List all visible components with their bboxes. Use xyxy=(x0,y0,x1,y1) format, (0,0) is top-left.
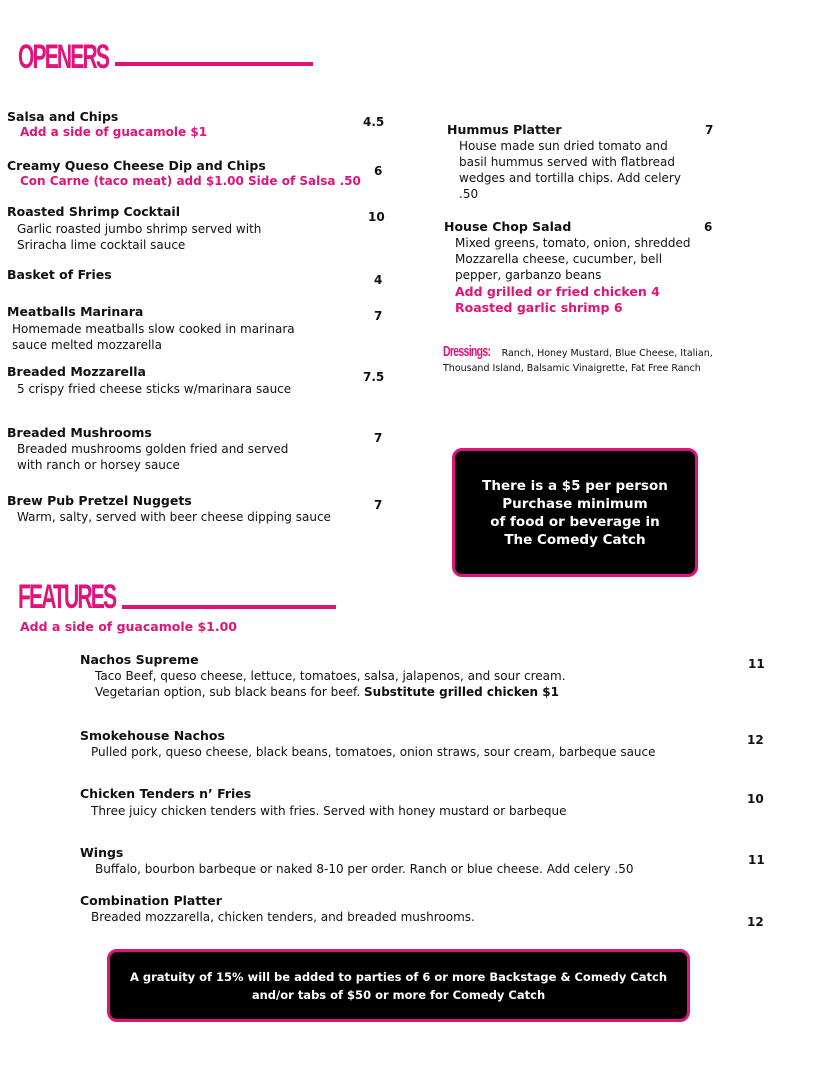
menu-item-description: Pulled pork, queso cheese, black beans, tomatoes, onion straws, sour cream, barbeque sauce xyxy=(91,745,656,759)
menu-item-name: Creamy Queso Cheese Dip and Chips xyxy=(7,158,266,173)
menu-item-price: 6 xyxy=(704,220,713,234)
gratuity-notice xyxy=(107,949,690,1022)
menu-item-description: 5 crispy fried cheese sticks w/marinara sauce xyxy=(17,382,292,396)
menu-item-addon: Roasted garlic shrimp 6 xyxy=(455,300,623,315)
menu-item-name: Meatballs Marinara xyxy=(7,304,144,319)
menu-item-name: Nachos Supreme xyxy=(80,652,199,667)
menu-item-price: 7.5 xyxy=(363,370,385,384)
menu-item-name: Salsa and Chips xyxy=(7,109,119,124)
menu-item-price: 7 xyxy=(374,498,383,512)
openers-title: OPENERS xyxy=(18,38,109,76)
menu-item-description xyxy=(95,668,615,700)
menu-item-name: Breaded Mushrooms xyxy=(7,425,152,440)
menu-item-description: Homemade meatballs slow cooked in marinara sauce melted mozzarella xyxy=(12,322,295,352)
minimum-purchase-notice xyxy=(452,448,698,577)
menu-item-description: Mixed greens, tomato, onion, shredded Mozzarella cheese, cucumber, bell pepper, garbanzo beans xyxy=(455,236,691,282)
menu-item-name: Chicken Tenders n’ Fries xyxy=(80,786,252,801)
menu-item-name: Wings xyxy=(80,845,124,860)
openers-rule xyxy=(115,62,313,66)
features-rule xyxy=(122,605,336,609)
menu-item-description: Buffalo, bourbon barbeque or naked 8-10 per order. Ranch or blue cheese. Add celery .50 xyxy=(95,862,634,876)
menu-item-addon: Add a side of guacamole $1 xyxy=(20,125,208,139)
menu-item-price: 4 xyxy=(374,273,383,287)
menu-item-description: Breaded mushrooms golden fried and served with ranch or horsey sauce xyxy=(17,442,289,472)
menu-item-price: 7 xyxy=(705,123,714,137)
menu-item-name: Basket of Fries xyxy=(7,267,112,282)
menu-item-price: 12 xyxy=(747,915,764,929)
menu-item-description: Warm, salty, served with beer cheese dipping sauce xyxy=(17,510,331,524)
menu-item-price: 11 xyxy=(748,853,765,867)
features-note: Add a side of guacamole $1.00 xyxy=(20,619,237,634)
notice-line: Purchase minimum xyxy=(502,495,648,512)
menu-item-description: Breaded mozzarella, chicken tenders, and breaded mushrooms. xyxy=(91,910,475,924)
description-text: Taco Beef, queso cheese, lettuce, tomatoes, salsa, jalapenos, and sour cream. Vegetarian option, sub black beans for beef. xyxy=(95,669,566,699)
gratuity-line: and/or tabs of $50 or more for Comedy Catch xyxy=(251,987,546,1002)
menu-item-price: 7 xyxy=(374,309,383,323)
menu-item-name: Smokehouse Nachos xyxy=(80,728,225,743)
menu-item-description: Garlic roasted jumbo shrimp served with Sriracha lime cocktail sauce xyxy=(17,222,262,252)
menu-item-name: Combination Platter xyxy=(80,893,222,908)
menu-item-price: 10 xyxy=(747,792,764,806)
menu-item-price: 6 xyxy=(374,164,383,178)
menu-item-description: House made sun dried tomato and basil hummus served with flatbread wedges and tortilla chips. Add celery .50 xyxy=(459,139,681,201)
notice-line: of food or beverage in xyxy=(490,513,660,530)
dressings-text: Ranch, Honey Mustard, Blue Cheese, Italian, Thousand Island, Balsamic Vinaigrette, Fat Free Ranch xyxy=(443,348,713,374)
dressings-block xyxy=(443,344,733,376)
dressings-label: Dressings: xyxy=(443,343,491,360)
menu-item-price: 10 xyxy=(368,210,385,224)
menu-item-price: 11 xyxy=(748,657,765,671)
notice-line: The Comedy Catch xyxy=(504,531,646,548)
menu-item-description: Three juicy chicken tenders with fries. Served with honey mustard or barbeque xyxy=(91,804,567,818)
features-title: FEATURES xyxy=(18,578,116,616)
menu-item-price: 7 xyxy=(374,431,383,445)
gratuity-line: A gratuity of 15% will be added to parties of 6 or more Backstage & Comedy Catch xyxy=(129,969,668,984)
menu-item-price: 12 xyxy=(747,733,764,747)
notice-line: There is a $5 per person xyxy=(482,477,668,494)
menu-item-name: Breaded Mozzarella xyxy=(7,364,146,379)
menu-item-addon: Con Carne (taco meat) add $1.00 Side of Salsa .50 xyxy=(20,174,361,188)
menu-item-name: House Chop Salad xyxy=(444,219,572,234)
menu-item-name: Brew Pub Pretzel Nuggets xyxy=(7,493,192,508)
menu-item-price: 4.5 xyxy=(363,115,385,129)
menu-item-name: Hummus Platter xyxy=(447,122,562,137)
menu-item-addon: Add grilled or fried chicken 4 xyxy=(455,284,660,299)
description-addon: Substitute grilled chicken $1 xyxy=(364,685,559,699)
menu-item-name: Roasted Shrimp Cocktail xyxy=(7,204,180,219)
